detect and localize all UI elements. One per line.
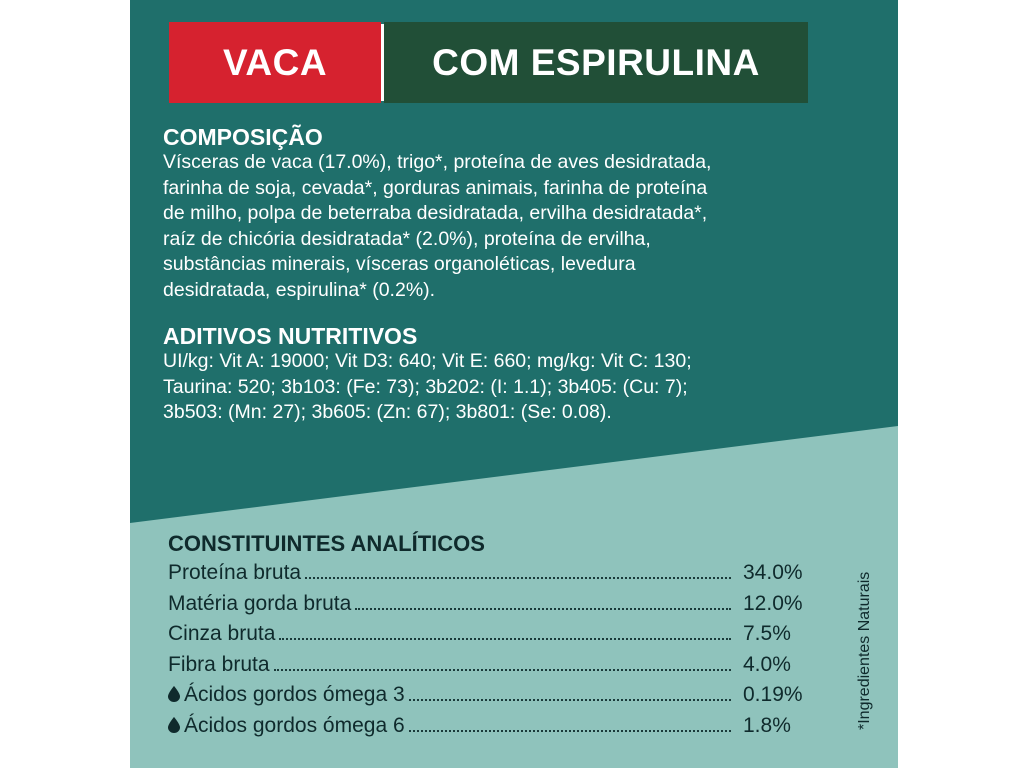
dotted-leader bbox=[305, 577, 731, 579]
dotted-leader bbox=[279, 638, 731, 640]
dotted-leader bbox=[409, 699, 731, 701]
drop-icon bbox=[168, 717, 180, 733]
composition-title: COMPOSIÇÃO bbox=[163, 124, 323, 150]
additives-line: Taurina: 520; 3b103: (Fe: 73); 3b202: (I: 1.1); 3b405: (Cu: 7); bbox=[163, 375, 688, 398]
label-panel bbox=[130, 0, 898, 768]
constituents-title: CONSTITUINTES ANALÍTICOS bbox=[168, 531, 485, 556]
constituent-label: Fibra bruta bbox=[168, 652, 270, 676]
constituent-row bbox=[168, 650, 823, 681]
additives-line: UI/kg: Vit A: 19000; Vit D3: 640; Vit E: 660; mg/kg: Vit C: 130; bbox=[163, 350, 692, 372]
constituent-value: 7.5% bbox=[743, 622, 791, 645]
dotted-leader bbox=[355, 608, 731, 610]
constituent-value: 1.8% bbox=[743, 713, 791, 737]
composition-line: desidratada, espirulina* (0.2%). bbox=[163, 278, 436, 301]
composition-line: raíz de chicória desidratada* (2.0%), proteína de ervilha, bbox=[163, 227, 651, 250]
constituent-row bbox=[168, 680, 823, 711]
dotted-leader bbox=[274, 669, 731, 671]
constituent-label: Proteína bruta bbox=[168, 561, 302, 584]
composition-line: farinha de soja, cevada*, gorduras animais, farinha de proteína bbox=[163, 176, 708, 199]
constituent-value: 4.0% bbox=[743, 652, 791, 676]
constituent-row bbox=[168, 558, 823, 589]
additives-line: 3b503: (Mn: 27); 3b605: (Zn: 67); 3b801: (Se: 0.08). bbox=[163, 401, 612, 423]
flavor-label: VACA bbox=[222, 41, 328, 83]
constituent-label: Ácidos gordos ómega 3 bbox=[184, 683, 405, 706]
constituent-value: 12.0% bbox=[743, 591, 803, 615]
constituent-row bbox=[168, 711, 823, 742]
constituent-label: Cinza bruta bbox=[168, 622, 276, 645]
constituent-row bbox=[168, 619, 823, 650]
constituent-label: Ácidos gordos ómega 6 bbox=[184, 713, 405, 737]
natural-ingredients-footnote: *Ingredientes Naturais bbox=[856, 571, 873, 730]
constituent-label: Matéria gorda bruta bbox=[168, 591, 352, 615]
variant-label: COM ESPIRULINA bbox=[432, 41, 760, 83]
constituent-value: 34.0% bbox=[743, 561, 803, 584]
flavor-badge bbox=[169, 22, 381, 103]
additives-title: ADITIVOS NUTRITIVOS bbox=[163, 323, 418, 349]
composition-section bbox=[163, 124, 843, 303]
dotted-leader bbox=[409, 730, 731, 732]
composition-line: substâncias minerais, vísceras organoléticas, levedura bbox=[163, 253, 636, 275]
analytical-constituents-section bbox=[168, 530, 823, 741]
variant-badge bbox=[384, 22, 808, 103]
constituent-row bbox=[168, 589, 823, 620]
composition-line: de milho, polpa de beterraba desidratada, ervilha desidratada*, bbox=[163, 202, 708, 224]
composition-line: Vísceras de vaca (17.0%), trigo*, proteína de aves desidratada, bbox=[163, 151, 712, 173]
additives-section bbox=[163, 323, 843, 426]
drop-icon bbox=[168, 686, 180, 702]
constituent-value: 0.19% bbox=[743, 683, 803, 706]
